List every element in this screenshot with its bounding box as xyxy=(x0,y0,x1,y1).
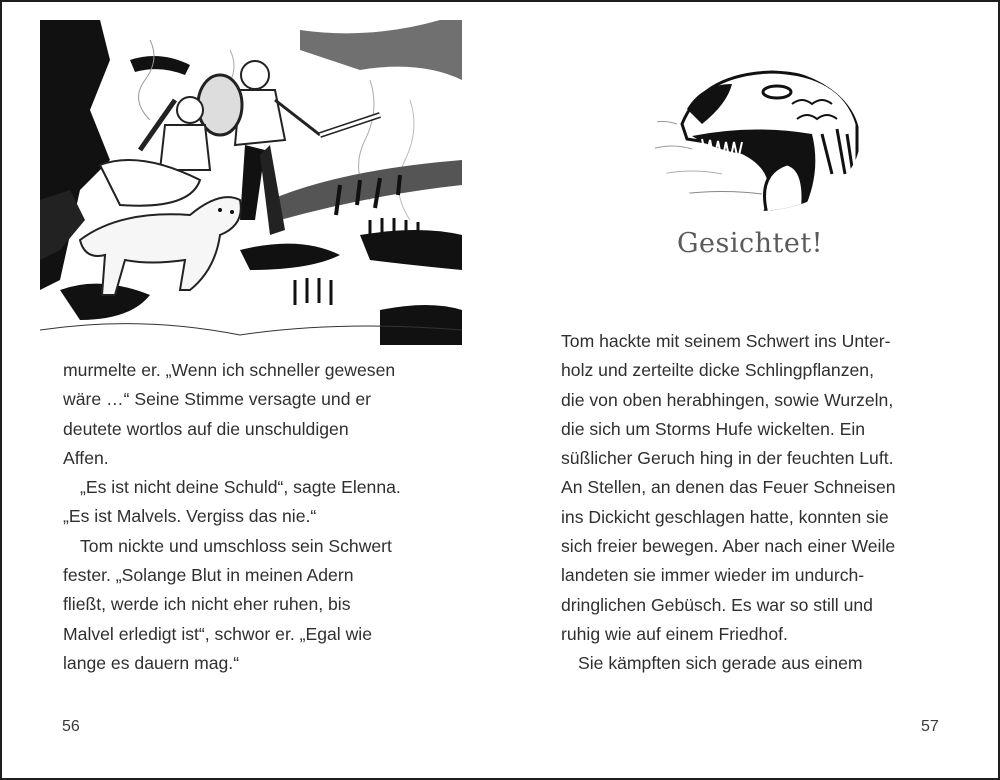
text-line: fließt, werde ich nicht eher ruhen, bis xyxy=(63,594,351,615)
text-line: Affen. xyxy=(63,447,109,468)
forest-scene-illustration xyxy=(40,20,462,345)
text-line: sich freier bewegen. Aber nach einer Weile xyxy=(561,536,896,557)
text-line: murmelte er. „Wenn ich schneller gewesen xyxy=(63,360,396,380)
chapter-title: Gesichtet! xyxy=(676,228,824,259)
text-line: Tom nickte und umschloss sein Schwert xyxy=(80,535,392,556)
right-page-body-text xyxy=(561,327,896,679)
text-line: die von oben herabhingen, sowie Wurzeln, xyxy=(561,389,894,410)
text-line: wäre …“ Seine Stimme versagte und er xyxy=(63,389,372,410)
text-line: Tom hackte mit seinem Schwert ins Unter- xyxy=(561,331,891,351)
text-line: An Stellen, an denen das Feuer Schneisen xyxy=(561,477,896,498)
text-line: lange es dauern mag.“ xyxy=(63,652,240,673)
monster-head-image xyxy=(642,64,860,214)
forest-scene-image xyxy=(40,20,462,345)
text-line: ins Dickicht geschlagen hatte, konnten sie xyxy=(561,506,889,527)
monster-head-vignette xyxy=(642,64,860,214)
text-line: landeten sie immer wieder im undurch- xyxy=(561,565,865,586)
text-line: dringlichen Gebüsch. Es war so still und xyxy=(561,594,873,615)
text-line: ruhig wie auf einem Friedhof. xyxy=(561,623,788,644)
text-line: süßlicher Geruch hing in der feuchten Luft. xyxy=(561,448,894,469)
text-line: „Es ist Malvels. Vergiss das nie.“ xyxy=(63,506,317,527)
left-page-body-text xyxy=(63,356,401,678)
text-line: „Es ist nicht deine Schuld“, sagte Elenna. xyxy=(80,477,401,498)
page-number-left: 56 xyxy=(62,718,80,735)
text-line: Sie kämpften sich gerade aus einem xyxy=(578,653,863,674)
page-number-right: 57 xyxy=(921,718,939,735)
left-page xyxy=(2,2,500,778)
text-line: fester. „Solange Blut in meinen Adern xyxy=(63,565,354,586)
text-line: die sich um Storms Hufe wickelten. Ein xyxy=(561,418,866,439)
right-page xyxy=(500,2,1000,778)
text-line: deutete wortlos auf die unschuldigen xyxy=(63,418,349,439)
text-line: holz und zerteilte dicke Schlingpflanzen, xyxy=(561,360,874,381)
text-line: Malvel erledigt ist“, schwor er. „Egal wie xyxy=(63,623,372,644)
